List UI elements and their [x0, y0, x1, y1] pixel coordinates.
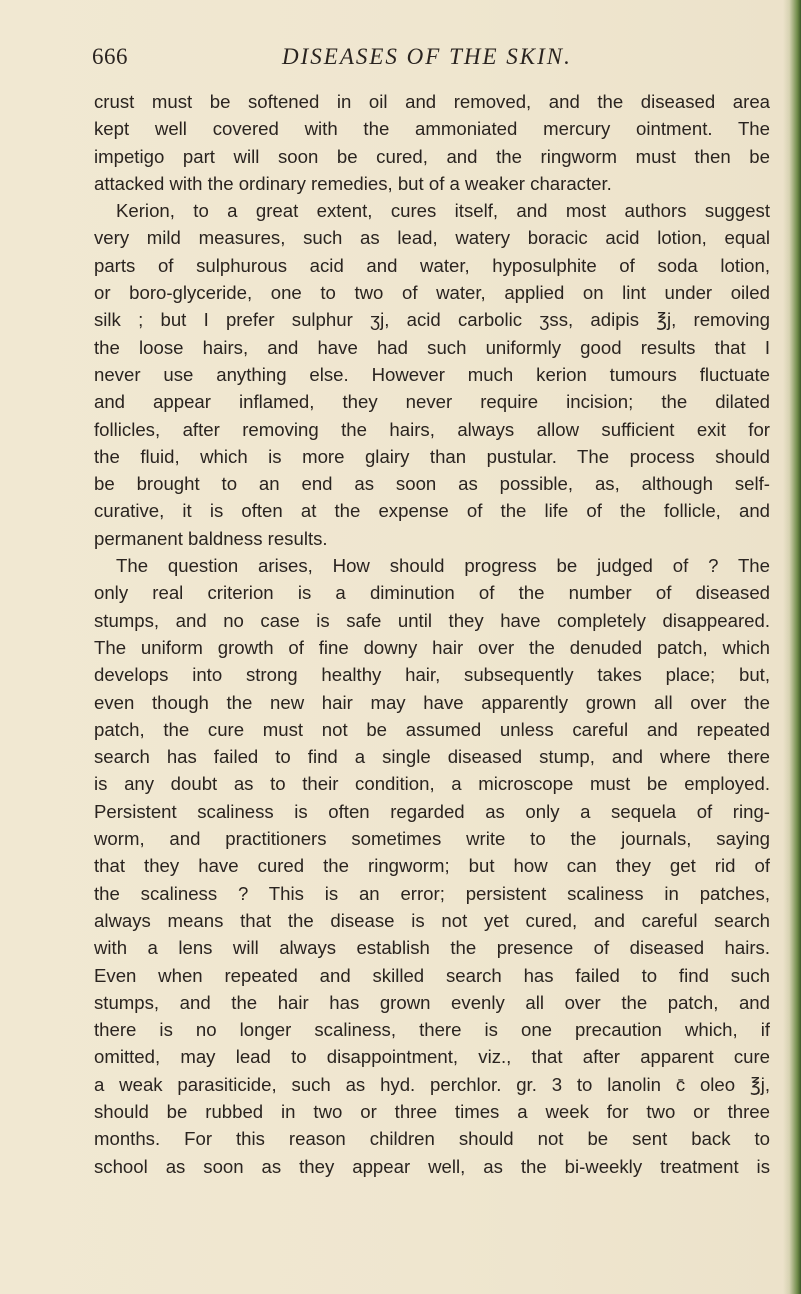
- page-edge-shadow: [783, 0, 801, 1294]
- text-line: be brought to an end as soon as possible, as, although self-: [94, 473, 770, 495]
- running-head: DISEASES OF THE SKIN.: [282, 44, 572, 69]
- text-line: search has failed to find a single diseased stump, and where there: [94, 746, 770, 768]
- text-line: and appear inflamed, they never require incision; the dilated: [94, 391, 770, 413]
- text-line: a weak parasiticide, such as hyd. perchlor. gr. 3 to lanolin c̄ oleo ℥j,: [94, 1073, 770, 1095]
- text-line: Persistent scaliness is often regarded as only a sequela of ring-: [94, 800, 770, 822]
- text-line: Even when repeated and skilled search has failed to find such: [94, 964, 770, 986]
- text-line: the scaliness ? This is an error; persistent scaliness in patches,: [94, 882, 770, 904]
- text-line: stumps, and no case is safe until they have completely disappeared.: [94, 609, 770, 631]
- text-line: stumps, and the hair has grown evenly all over the patch, and: [94, 991, 770, 1013]
- text-line: Kerion, to a great extent, cures itself, and most authors suggest: [116, 200, 770, 222]
- page-number: 666: [92, 44, 128, 69]
- text-line: with a lens will always establish the presence of diseased hairs.: [94, 937, 770, 959]
- text-line: school as soon as they appear well, as the bi-weekly treatment is: [94, 1155, 770, 1177]
- text-line: or boro-glyceride, one to two of water, applied on lint under oiled: [94, 282, 770, 304]
- text-line: always means that the disease is not yet cured, and careful search: [94, 909, 770, 931]
- text-line: patch, the cure must not be assumed unless careful and repeated: [94, 718, 770, 740]
- text-line: is any doubt as to their condition, a microscope must be employed.: [94, 773, 770, 795]
- text-line: develops into strong healthy hair, subsequently takes place; but,: [94, 664, 770, 686]
- text-line: follicles, after removing the hairs, always allow sufficient exit for: [94, 418, 770, 440]
- text-line: there is no longer scaliness, there is one precaution which, if: [94, 1019, 770, 1041]
- text-line: attacked with the ordinary remedies, but of a weaker character.: [94, 172, 612, 194]
- text-line: curative, it is often at the expense of the life of the follicle, and: [94, 500, 770, 522]
- text-line: worm, and practitioners sometimes write to the journals, saying: [94, 828, 770, 850]
- text-line: The question arises, How should progress be judged of ? The: [116, 555, 770, 577]
- text-line: only real criterion is a diminution of the number of diseased: [94, 582, 770, 604]
- text-line: even though the new hair may have apparently grown all over the: [94, 691, 770, 713]
- text-line: the fluid, which is more glairy than pustular. The process should: [94, 445, 770, 467]
- body-text: [94, 88, 770, 1180]
- text-line: crust must be softened in oil and removed, and the diseased area: [94, 91, 770, 112]
- text-line: silk ; but I prefer sulphur ʒj, acid carbolic ʒss, adipis ℥j, removing: [94, 309, 770, 331]
- text-line: never use anything else. However much kerion tumours fluctuate: [94, 363, 770, 385]
- text-line: impetigo part will soon be cured, and the ringworm must then be: [94, 145, 770, 167]
- text-line: the loose hairs, and have had such uniformly good results that I: [94, 336, 770, 358]
- text-line: should be rubbed in two or three times a week for two or three: [94, 1100, 770, 1122]
- text-line: kept well covered with the ammoniated mercury ointment. The: [94, 118, 770, 140]
- text-line: that they have cured the ringworm; but how can they get rid of: [94, 855, 770, 877]
- text-line: parts of sulphurous acid and water, hyposulphite of soda lotion,: [94, 254, 770, 276]
- text-line: omitted, may lead to disappointment, viz., that after apparent cure: [94, 1046, 770, 1068]
- text-line: permanent baldness results.: [94, 527, 328, 549]
- text-line: The uniform growth of fine downy hair over the denuded patch, which: [94, 636, 770, 658]
- text-line: months. For this reason children should not be sent back to: [94, 1128, 770, 1150]
- page-header: [92, 44, 752, 78]
- text-line: very mild measures, such as lead, watery boracic acid lotion, equal: [94, 227, 770, 249]
